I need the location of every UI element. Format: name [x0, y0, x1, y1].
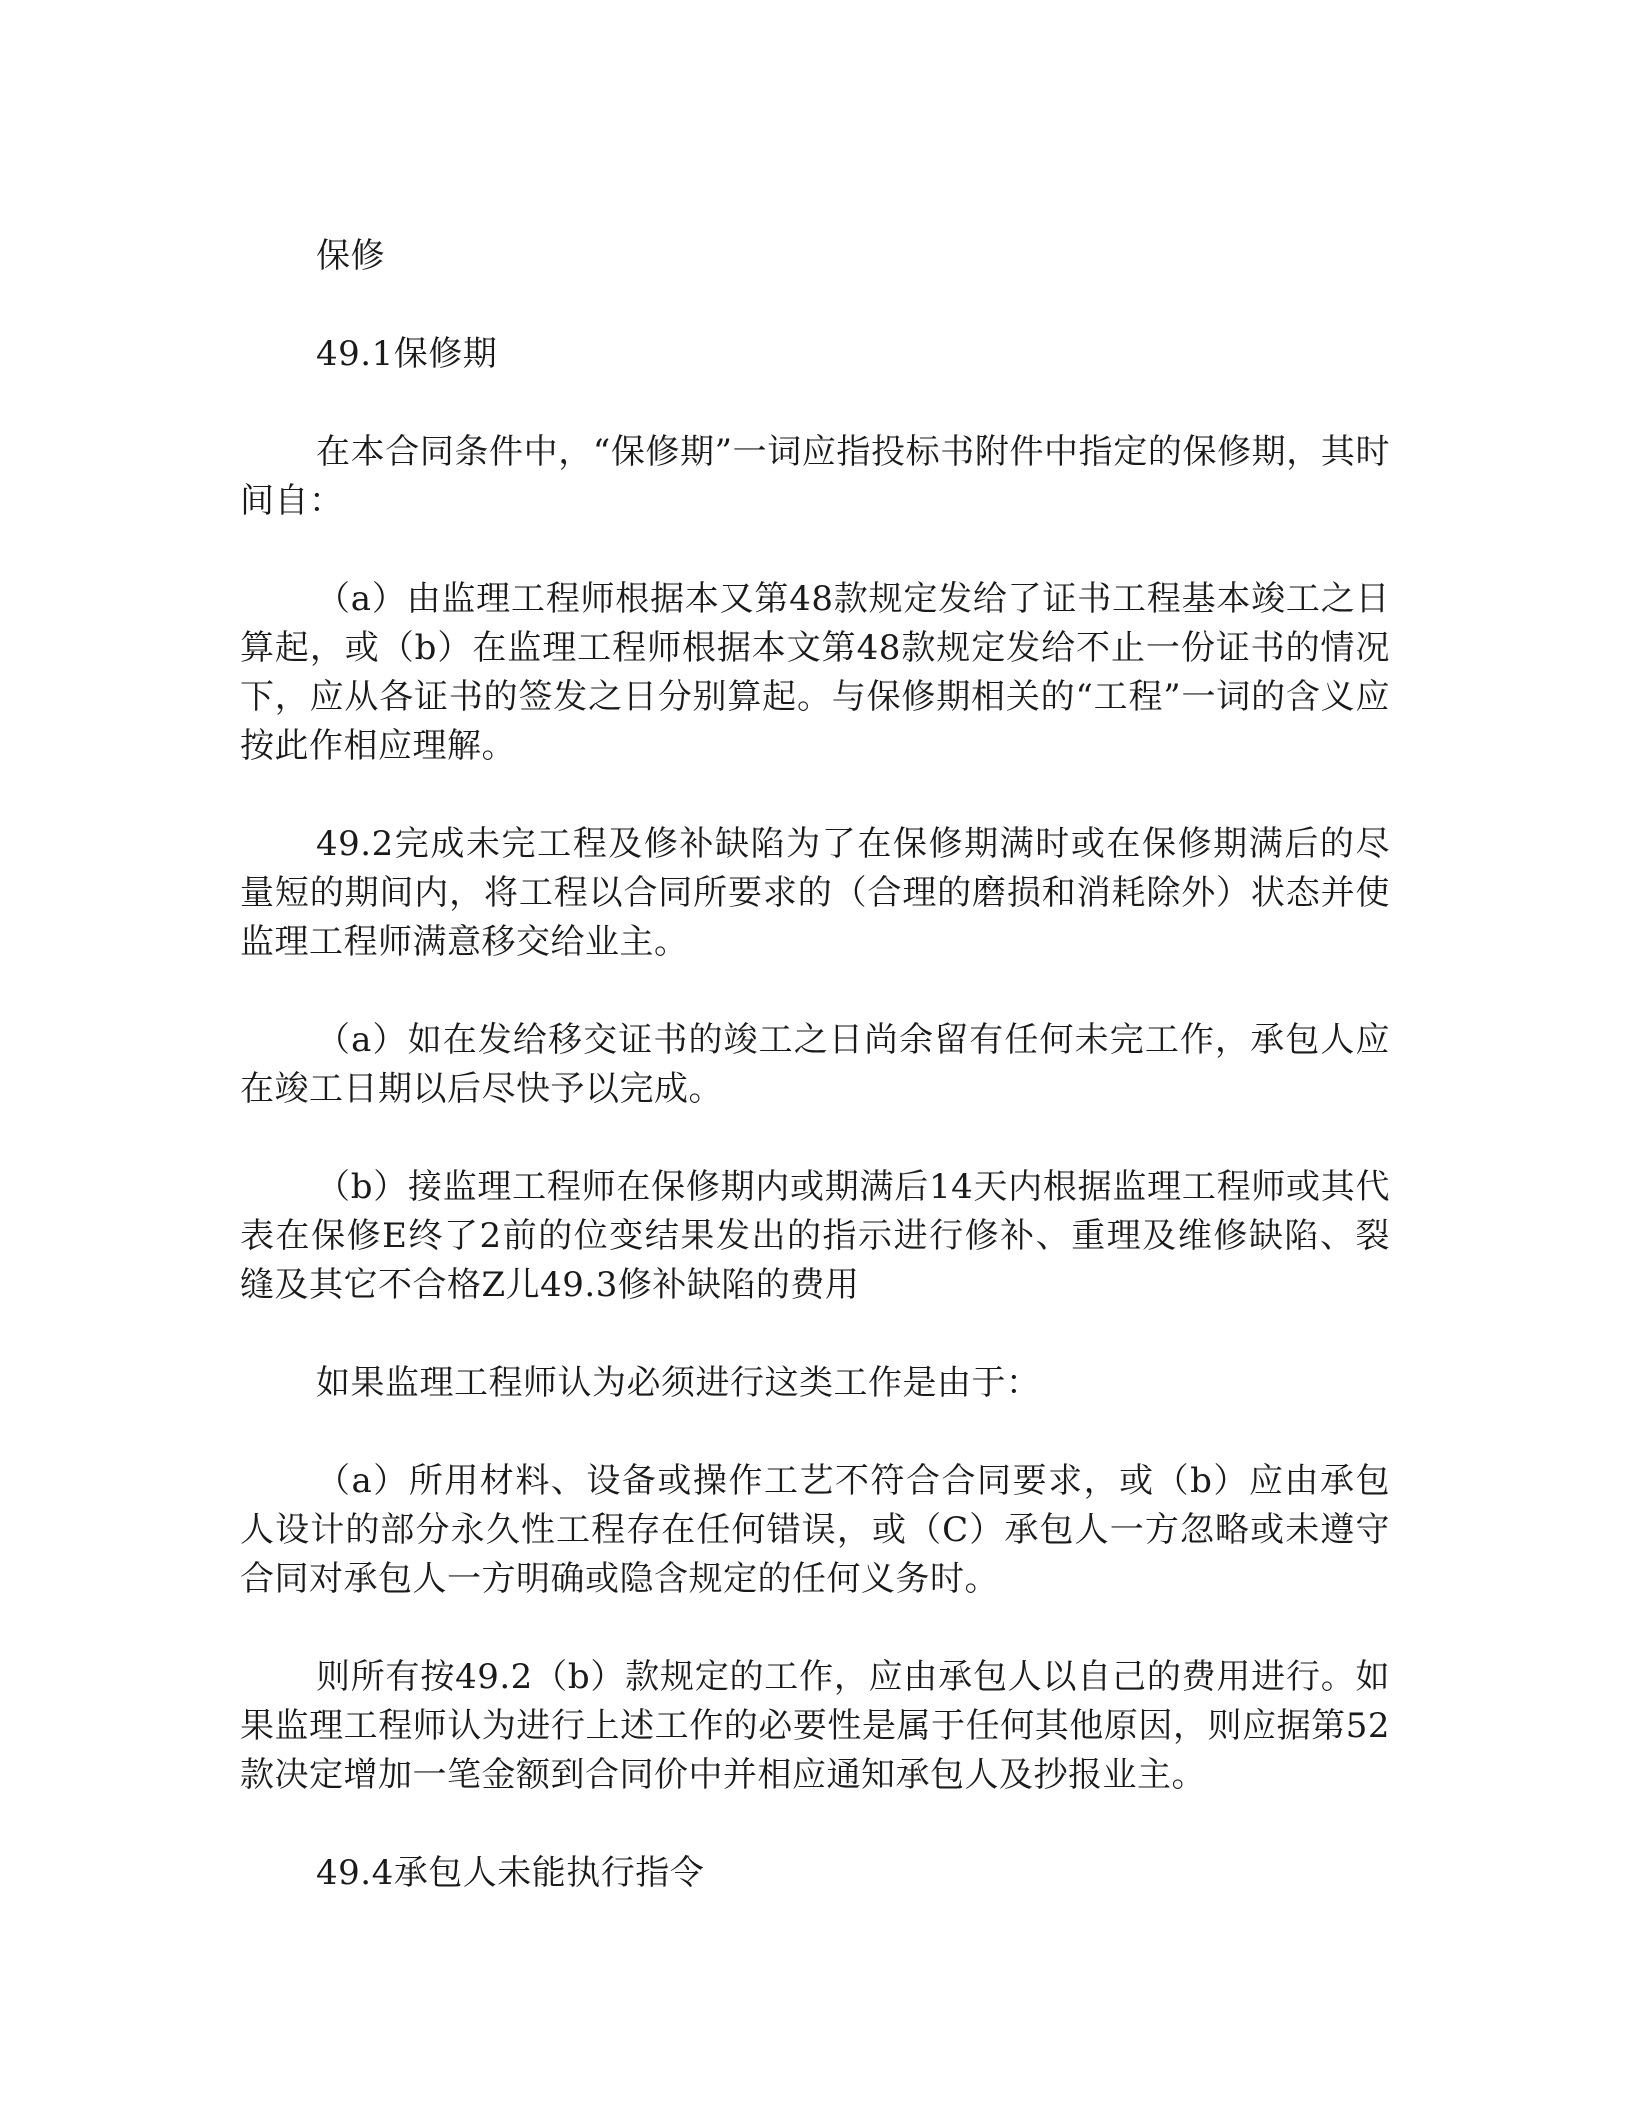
clause-heading-49-4: 49.4承包人未能执行指令: [316, 1853, 705, 1893]
section-title: 保修: [316, 236, 385, 276]
paragraph-repair-instructions: （b）接监理工程师在保修期内或期满后14天内根据监理工程师或其代表在保修E终了2前的位变结果发出的指示进行修补、重理及维修缺陷、裂缝及其它不合格Z儿49.3修补缺陷的费用: [240, 1167, 1390, 1305]
paragraph-clause-49-2: 49.2完成未完工程及修补缺陷为了在保修期满时或在保修期满后的尽量短的期间内，将工程以合同所要求的（合理的磨损和消耗除外）状态并使监理工程师满意移交给业主。: [240, 824, 1390, 962]
paragraph-warranty-definition: 在本合同条件中，“保修期”一词应指投标书附件中指定的保修期，其时间自：: [240, 432, 1390, 521]
paragraph-unfinished-work: （a）如在发给移交证书的竣工之日尚余留有任何未完工作，承包人应在竣工日期以后尽快予以完成。: [240, 1020, 1390, 1109]
paragraph-defect-causes: （a）所用材料、设备或操作工艺不符合合同要求，或（b）应由承包人设计的部分永久性工程存在任何错误，或（C）承包人一方忽略或未遵守合同对承包人一方明确或隐含规定的任何义务时。: [240, 1461, 1390, 1599]
clause-heading-49-1: 49.1保修期: [316, 334, 498, 374]
paragraph-cost-allocation: 则所有按49.2（b）款规定的工作，应由承包人以自己的费用进行。如果监理工程师认为进行上述工作的必要性是属于任何其他原因，则应据第52款决定增加一笔金额到合同价中并相应通知承包人及抄报业主。: [240, 1657, 1390, 1795]
document-body: [240, 232, 1390, 1947]
paragraph-engineer-opinion: 如果监理工程师认为必须进行这类工作是由于：: [316, 1363, 1041, 1403]
paragraph-warranty-start: （a）由监理工程师根据本又第48款规定发给了证书工程基本竣工之日算起，或（b）在监理工程师根据本文第48款规定发给不止一份证书的情况下，应从各证书的签发之日分别算起。与保修期相关的“工程”一词的含义应按此作相应理解。: [240, 579, 1390, 766]
